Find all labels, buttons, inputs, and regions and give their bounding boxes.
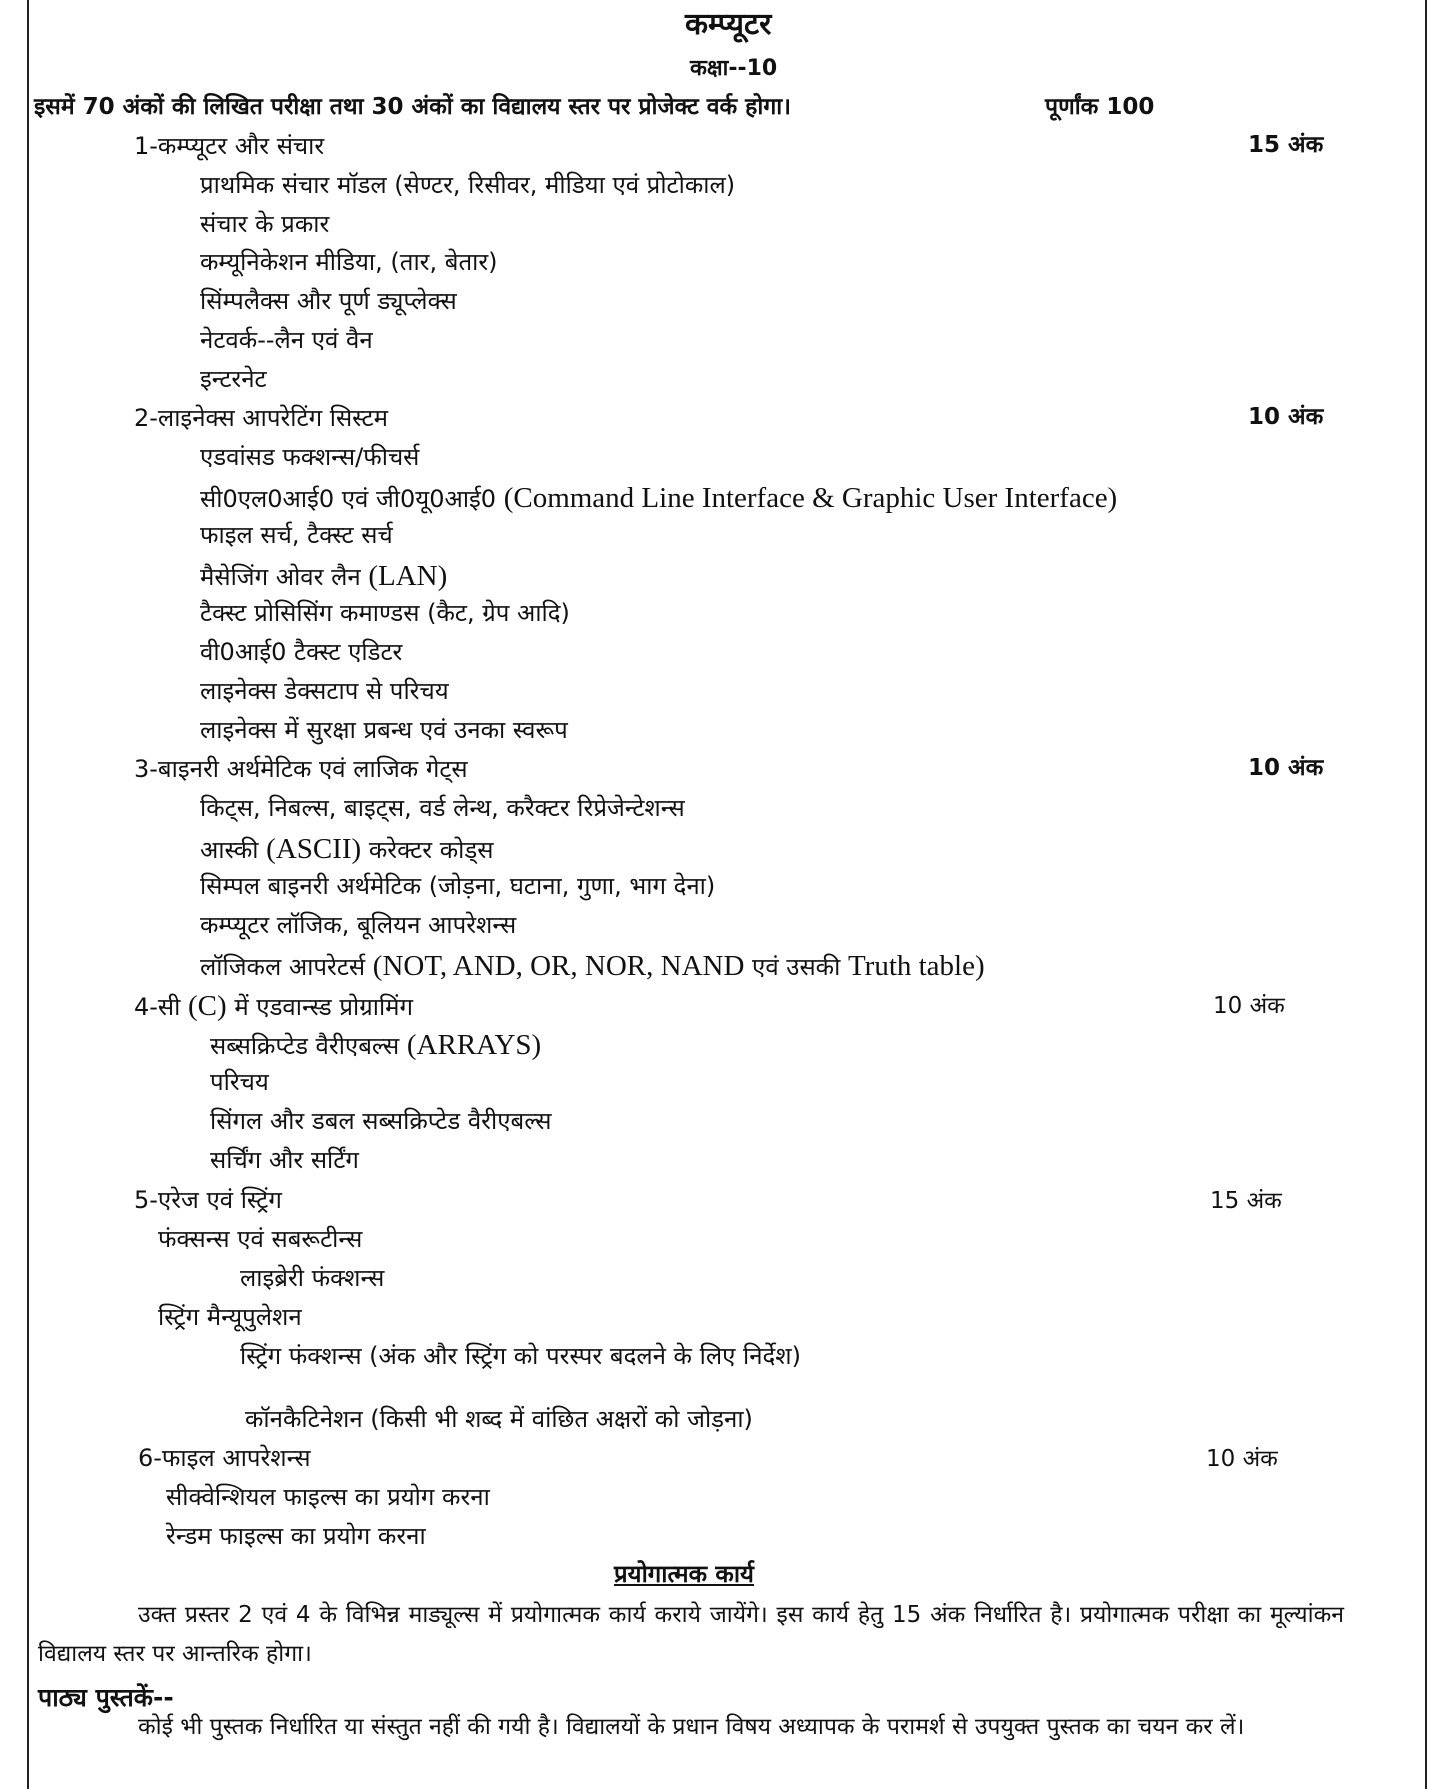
list-item: सर्चिंग और सर्टिंग [210,1146,359,1174]
list-item-latin: (LAN) [368,560,448,592]
list-item: संचार के प्रकार [200,210,330,238]
list-item: टैक्स्ट प्रोसिसिंग कमाण्डस (कैट, ग्रेप आदि) [200,599,570,627]
list-item: नेटवर्क--लैन एवं वैन [200,326,373,354]
list-item: स्ट्रिंग फंक्शन्स (अंक और स्ट्रिंग को परस्पर बदलने के लिए निर्देश) [240,1342,801,1370]
list-item-text: एवं उसकी [752,953,841,981]
list-item [200,484,1117,513]
intro-text: इसमें 70 अंकों की लिखित परीक्षा तथा 30 अंकों का विद्यालय स्तर पर प्रोजेक्ट वर्क होगा। [34,94,791,120]
list-item: सिम्पल बाइनरी अर्थमेटिक (जोड़ना, घटाना, गुणा, भाग देना) [200,872,716,900]
unit-2-title: 2-लाइनेक्स आपरेटिंग सिस्टम [134,404,388,432]
left-border [27,0,29,1789]
list-item-text: मैसेजिंग ओवर लैन [200,563,361,591]
practical-paragraph: उक्त प्रस्तर 2 एवं 4 के विभिन्न माड्यूल्स में प्रयोगात्मक कार्य कराये जायेंगे। इस कार्य हेतु 15 अंक निर्धारित है। प्रयोगात्मक परीक्षा का मूल्यांकन विद्यालय स्तर पर आन्तरिक होगा। [38,1602,1344,1667]
list-item-text: लॉजिकल आपरेटर्स [200,953,366,981]
right-border [1425,0,1427,1789]
unit-4-title-post: में एडवान्स्ड प्रोग्रामिंग [234,993,414,1021]
unit-2-marks: 10 अंक [1248,404,1324,430]
list-item: लाइब्रेरी फंक्शन्स [240,1264,385,1292]
unit-6-title: 6-फाइल आपरेशन्स [138,1444,311,1472]
list-item: किट्स, निबल्स, बाइट्स, वर्ड लेन्थ, करैक्टर रिप्रेजेन्टेशन्स [200,794,685,822]
list-item: सिंम्पलैक्स और पूर्ण ड्यूप्लेक्स [200,287,457,315]
list-item-latin: (NOT, AND, OR, NOR, NAND [372,950,745,982]
unit-4-marks: 10 अंक [1213,993,1285,1019]
list-item [200,952,985,981]
unit-4-title-pre: 4-सी [134,993,181,1021]
unit-3-marks: 10 अंक [1248,755,1324,781]
list-item-latin: (Command Line Interface & Graphic User Interface) [503,482,1118,514]
class-label: कक्षा--10 [690,56,778,81]
list-item: एडवांसड फक्शन्स/फीचर्स [200,443,420,471]
list-item: लाइनेक्स में सुरक्षा प्रबन्ध एवं उनका स्वरूप [200,716,568,744]
list-item [210,1031,541,1060]
list-item-latin: Truth table) [847,950,985,982]
list-item: कम्प्यूटर लॉजिक, बूलियन आपरेशन्स [200,911,517,939]
list-item: रेन्डम फाइल्स का प्रयोग करना [166,1522,426,1550]
list-item: कॉनकैटिनेशन (किसी भी शब्द में वांछित अक्षरों को जोड़ना) [245,1405,753,1433]
list-item-text: आस्की [200,836,259,864]
list-item: कम्यूनिकेशन मीडिया, (तार, बेतार) [200,248,498,276]
practical-heading: प्रयोगात्मक कार्य [614,1560,754,1588]
list-item: परिचय [210,1068,269,1096]
unit-4-title-latin: (C) [188,990,227,1022]
list-item-latin: (ASCII) [266,833,362,865]
list-item: वी0आई0 टैक्स्ट एडिटर [200,638,403,666]
textbooks-paragraph: कोई भी पुस्तक निर्धारित या संस्तुत नहीं की गयी है। विद्यालयों के प्रधान विषय अध्यापक के परामर्श से उपयुक्त पुस्तक का चयन कर लें। [138,1714,1245,1740]
list-item: प्राथमिक संचार मॉडल (सेण्टर, रिसीवर, मीडिया एवं प्रोटोकाल) [200,171,736,199]
unit-4-title [134,992,413,1021]
unit-6-marks: 10 अंक [1206,1446,1278,1472]
page-title: कम्प्यूटर [685,7,772,42]
unit-5-marks: 15 अंक [1210,1188,1282,1214]
full-marks: पूर्णांक 100 [1045,94,1155,120]
unit-1-title: 1-कम्प्यूटर और संचार [134,132,325,160]
unit-5-title: 5-एरेज एवं स्ट्रिंग [134,1186,282,1214]
list-item-text: करेक्टर कोड्स [368,836,494,864]
unit-3-title: 3-बाइनरी अर्थमेटिक एवं लाजिक गेट्स [134,755,468,783]
unit-1-marks: 15 अंक [1248,132,1324,158]
list-item-text: सब्सक्रिप्टेड वैरीएबल्स [210,1032,400,1060]
textbooks-heading: पाठ्य पुस्तकें-- [38,1683,174,1712]
list-item: इन्टरनेट [200,365,267,393]
list-item: सीक्वेन्शियल फाइल्स का प्रयोग करना [166,1483,490,1511]
list-item: लाइनेक्स डेक्सटाप से परिचय [200,677,449,705]
list-item: स्ट्रिंग मैन्यूपुलेशन [158,1303,302,1331]
list-item: सिंगल और डबल सब्सक्रिप्टेड वैरीएबल्स [210,1107,552,1135]
list-item: फंक्सन्स एवं सबरूटीन्स [158,1225,363,1253]
list-item [200,835,493,864]
list-item-latin: (ARRAYS) [406,1029,542,1061]
list-item [200,562,447,591]
list-item-text: सी0एल0आई0 एवं जी0यू0आई0 [200,485,497,513]
list-item: फाइल सर्च, टैक्स्ट सर्च [200,521,393,549]
